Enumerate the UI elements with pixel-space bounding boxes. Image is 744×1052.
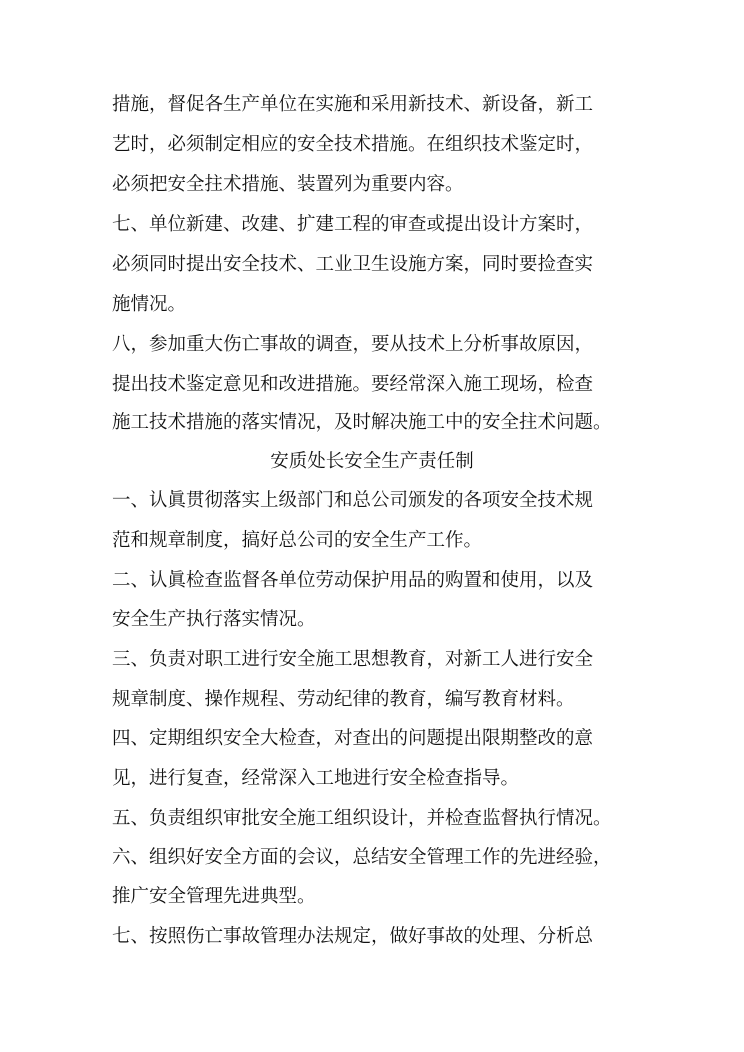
text-line: 必须把安全拄术措施、装置列为重要内容。 xyxy=(112,174,464,195)
text-line: 安全生产执行落实情况。 xyxy=(112,609,316,630)
text-line: 六、组织好安全方面的会议，总结安全管理工作的先进经验， xyxy=(112,847,612,868)
text-line: 七、按照伤亡事故管理办法规定，做好事故的处理、分析总 xyxy=(112,926,594,947)
text-line: 二、认眞检查监督各单位劳动保护用品的购置和使用，以及 xyxy=(112,570,594,591)
text-line: 见，进行复查，经常深入工地进行安全检查指导。 xyxy=(112,768,520,789)
text-line: 三、负责对职工进行安全施工思想教育，对新工人进行安全 xyxy=(112,649,594,670)
text-line: 艺时，必须制定相应的安全技术措施。在组织技术鉴定时， xyxy=(112,134,594,155)
text-line: 七、单位新建、改建、扩建工程的审查或提出设计方案时， xyxy=(112,214,594,235)
text-line: 范和规章制度，搞好总公司的安全生产工作。 xyxy=(112,530,483,551)
text-line: 推广安全管理先进典型。 xyxy=(112,886,316,907)
text-line: 施工技术措施的落实情况，及时解决施工中的安全拄术问题。 xyxy=(112,412,612,433)
text-line: 措施，督促各生产单位在实施和采用新技术、新设备，新工 xyxy=(112,94,594,115)
text-line: 必须同时提出安全技术、工业卫生设施方案，同时要捡查实 xyxy=(112,254,594,275)
section-title: 安质处长安全生产责任制 xyxy=(270,451,474,472)
text-line: 提出技术鉴定意见和改进措施。要经常深入施工现场，检查 xyxy=(112,374,594,395)
text-line: 一、认眞贯彻落实上级部门和总公司颁发的各项安全技术规 xyxy=(112,490,594,511)
text-line: 五、负责组织审批安全施工组织设计，并检查监督执行情况。 xyxy=(112,808,612,829)
text-line: 四、定期组织安全大检查，对查出的问题提出限期整改的意 xyxy=(112,728,594,749)
text-line: 八，参加重大伤亡事故的调查，要从技术上分析事故原因， xyxy=(112,334,594,355)
text-line: 规章制度、操作规程、劳动纪律的教育，编写教育材料。 xyxy=(112,689,575,710)
text-line: 施情况。 xyxy=(112,294,187,315)
